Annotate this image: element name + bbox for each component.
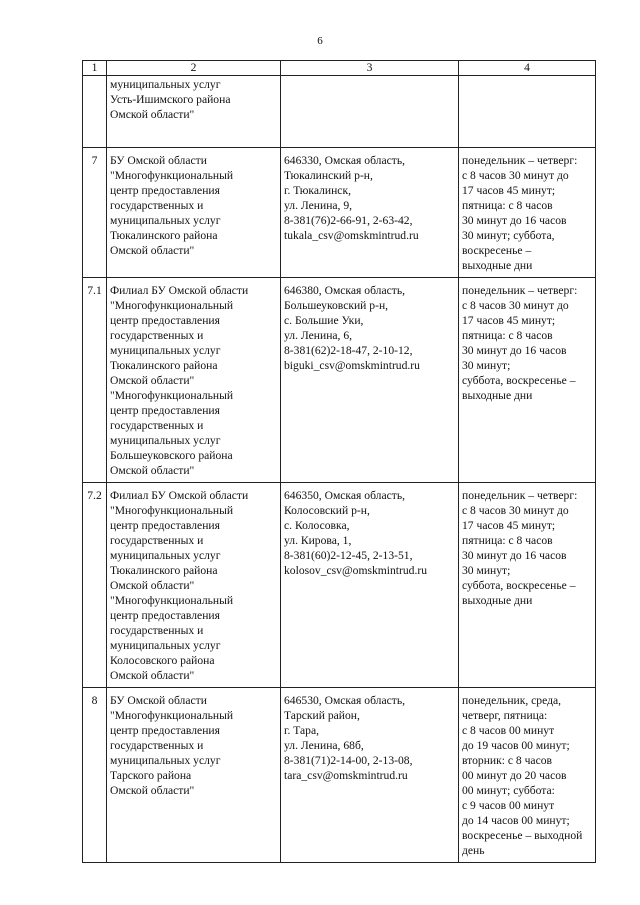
row-number bbox=[83, 76, 107, 148]
organization-name: БУ Омской области "Многофункциональный центр предоставления государственных и муниципальных услуг Тюкалинского района Омской области" bbox=[107, 148, 281, 278]
row-number: 7.2 bbox=[83, 483, 107, 688]
column-header-1: 1 bbox=[83, 61, 107, 76]
organization-name: муниципальных услуг Усть-Ишимского района Омской области" bbox=[107, 76, 281, 148]
column-header-4: 4 bbox=[459, 61, 596, 76]
mfc-offices-table bbox=[82, 60, 596, 863]
address-contacts: 646330, Омская область, Тюкалинский р-н, г. Тюкалинск, ул. Ленина, 9, 8-381(76)2-66-91, 2-63-42, tukala_csv@omskmintrud.ru bbox=[281, 148, 459, 278]
working-hours: понедельник, среда, четверг, пятница: с 8 часов 00 минут до 19 часов 00 минут; вторник: с 8 часов 00 минут до 20 часов 00 минут; суббота: с 9 часов 00 минут до 14 часов 00 минут; воскресенье – выходной день bbox=[459, 688, 596, 863]
working-hours: понедельник – четверг: с 8 часов 30 минут до 17 часов 45 минут; пятница: с 8 часов 30 минут до 16 часов 30 минут; суббота, воскресенье – выходные дни bbox=[459, 278, 596, 483]
table-row bbox=[83, 278, 596, 483]
row-number: 7.1 bbox=[83, 278, 107, 483]
working-hours: понедельник – четверг: с 8 часов 30 минут до 17 часов 45 минут; пятница: с 8 часов 30 минут до 16 часов 30 минут; суббота, воскресенье – выходные дни bbox=[459, 148, 596, 278]
organization-name: Филиал БУ Омской области "Многофункциональный центр предоставления государственных и муниципальных услуг Тюкалинского района Омской области" "Многофункциональный центр предоставления государственных и муниципальных услуг Колосовского района Омской области" bbox=[107, 483, 281, 688]
page-number: 6 bbox=[317, 35, 323, 47]
table-row bbox=[83, 76, 596, 148]
header-row bbox=[83, 61, 596, 76]
table-row bbox=[83, 483, 596, 688]
address-contacts: 646350, Омская область, Колосовский р-н, с. Колосовка, ул. Кирова, 1, 8-381(60)2-12-45, 2-13-51, kolosov_csv@omskmintrud.ru bbox=[281, 483, 459, 688]
column-header-2: 2 bbox=[107, 61, 281, 76]
working-hours bbox=[459, 76, 596, 148]
table-row bbox=[83, 148, 596, 278]
organization-name: Филиал БУ Омской области "Многофункциональный центр предоставления государственных и муниципальных услуг Тюкалинского района Омской области" "Многофункциональный центр предоставления государственных и муниципальных услуг Большеуковского района Омской области" bbox=[107, 278, 281, 483]
row-number: 7 bbox=[83, 148, 107, 278]
address-contacts bbox=[281, 76, 459, 148]
table-row bbox=[83, 688, 596, 863]
organization-name: БУ Омской области "Многофункциональный центр предоставления государственных и муниципальных услуг Тарского района Омской области" bbox=[107, 688, 281, 863]
row-number: 8 bbox=[83, 688, 107, 863]
address-contacts: 646380, Омская область, Большеуковский р-н, с. Большие Уки, ул. Ленина, 6, 8-381(62)2-18-47, 2-10-12, biguki_csv@omskmintrud.ru bbox=[281, 278, 459, 483]
address-contacts: 646530, Омская область, Тарский район, г. Тара, ул. Ленина, 68б, 8-381(71)2-14-00, 2-13-08, tara_csv@omskmintrud.ru bbox=[281, 688, 459, 863]
column-header-3: 3 bbox=[281, 61, 459, 76]
working-hours: понедельник – четверг: с 8 часов 30 минут до 17 часов 45 минут; пятница: с 8 часов 30 минут до 16 часов 30 минут; суббота, воскресенье – выходные дни bbox=[459, 483, 596, 688]
